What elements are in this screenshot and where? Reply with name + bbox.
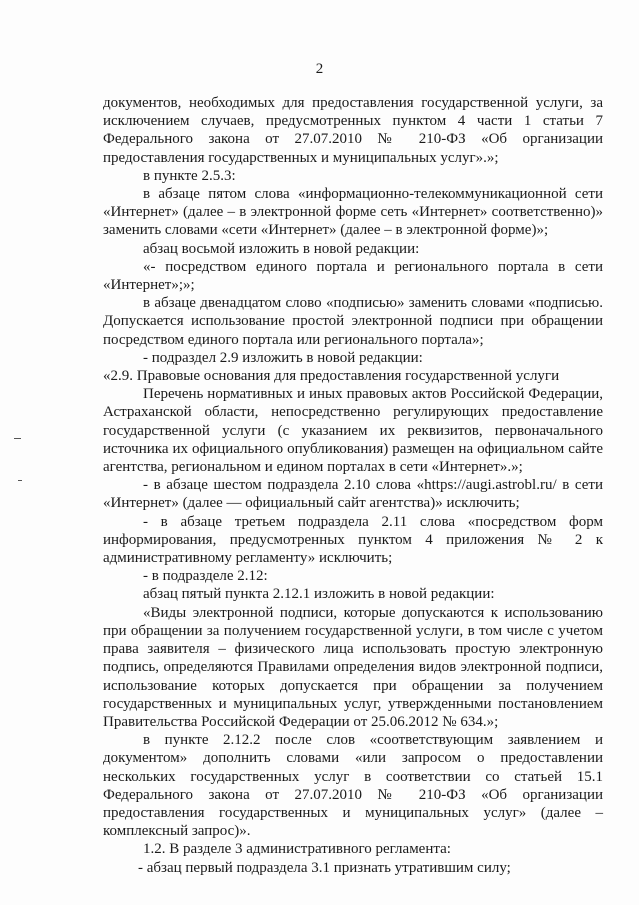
paragraph: 1.2. В разделе 3 административного регламента: — [143, 841, 451, 858]
paragraph: документов, необходимых для предоставления государственной услуги, за исключением случаев, предусмотренных пунктом 4 части 1 статьи 7 Федерального закона от 27.07.2010 № 210-ФЗ «Об организации предоставления государственных и муниципальных услуг».»; — [103, 95, 603, 166]
paragraph: - в абзаце шестом подраздела 2.10 слова «https://augi.astrobl.ru/ в сети «Интернет» (далее — официальный сайт агентства)» исключить; — [103, 477, 603, 512]
paragraph: - в абзаце третьем подраздела 2.11 слова «посредством форм информирования, предусмотренных пунктом 4 приложения № 2 к административному регламенту» исключить; — [103, 513, 603, 567]
paragraph: - абзац первый подраздела 3.1 признать утратившим силу; — [138, 859, 511, 876]
document-body — [103, 94, 603, 877]
paragraph: в пункте 2.12.2 после слов «соответствующим заявлением и документом» дополнить словами «или запросом о предоставлении нескольких государственных услуг в соответствии со статьей 15.1 Федерального закона от 27.07.2010 № 210-ФЗ «Об организации предоставления государственных и муниципальных услуг» (далее – комплексный запрос)». — [103, 732, 603, 840]
paragraph: Перечень нормативных и иных правовых актов Российской Федерации, Астраханской области, непосредственно регулирующих предоставление государственной услуги (с указанием их реквизитов, первоначального источника их официального опубликования) размещен на официальном сайте агентства, региональном и едином порталах в сети «Интернет».»; — [103, 386, 603, 476]
scan-artifact — [18, 480, 22, 481]
paragraph: «Виды электронной подписи, которые допускаются к использованию при обращении за получением государственной услуги, в том числе с учетом права заявителя – физического лица использовать простую электронную подпись, определяются Правилами определения видов электронной подписи, использование которых допускается при обращении за получением государственных и муниципальных услуг, утвержденными постановлением Правительства Российской Федерации от 25.06.2012 № 634.»; — [103, 604, 603, 730]
paragraph: в пункте 2.5.3: — [143, 167, 236, 184]
page-number: 2 — [315, 61, 324, 77]
paragraph: абзац восьмой изложить в новой редакции: — [143, 240, 420, 257]
paragraph: абзац пятый пункта 2.12.1 изложить в новой редакции: — [143, 586, 495, 603]
paragraph: «- посредством единого портала и регионального портала в сети «Интернет»;»; — [103, 258, 603, 294]
paragraph: - в подразделе 2.12: — [143, 568, 268, 585]
paragraph: в абзаце двенадцатом слово «подписью» заменить словами «подписью. Допускается использование простой электронной подписи при обращении посредством единого портала или регионального портала»; — [103, 295, 603, 348]
paragraph: - подраздел 2.9 изложить в новой редакции: — [143, 349, 423, 366]
paragraph: в абзаце пятом слова «информационно-телекоммуникационной сети «Интернет» (далее – в электронной форме сеть «Интернет» соответственно)» заменить словами «сети «Интернет» (далее – в электронной форме)»; — [103, 186, 603, 239]
scan-artifact — [14, 438, 21, 439]
section-heading: «2.9. Правовые основания для предоставления государственной услуги — [103, 368, 560, 385]
